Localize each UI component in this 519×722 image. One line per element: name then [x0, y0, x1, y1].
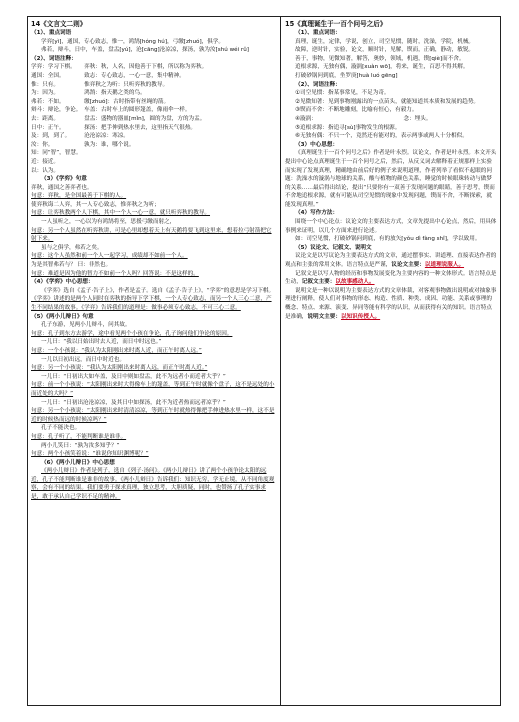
source-sentence: 孔子东游，见两小儿辩斗，问其故。: [41, 322, 131, 329]
genre-paragraph: [285, 252, 497, 269]
source-sentence: 一儿曰：“我以日始出时去人近，而日中时远也。”: [41, 339, 162, 346]
gloss-line: ②见微知著：见到事物刚露出的一点苗头，就能知道其本质和发展的趋势。: [295, 98, 480, 105]
sentence-meaning: 句意：让弈秋教两个人下棋，其中一个人一心一意，就只听弈秋的教导。: [31, 210, 211, 217]
gloss-line: 辩斗：辩论，争论。 车盖：古时车上的圆形篷盖，像雨伞一样。: [31, 107, 191, 114]
source-sentence: 一人虽听之，一心以为有鸿鹄将至，思援弓缴而射之，: [41, 219, 176, 226]
lesson-14-title: 14《文言文二则》: [31, 20, 87, 28]
gloss-line: 惟：只有。 惟弈秋之为听：只听弈秋的教导。: [31, 81, 169, 88]
section-heading: （2）、词语注释：: [31, 55, 77, 62]
sentence-meaning: 句意：孔子到东方去游学，途中看见两个小孩在争论，孔子询问他们争论的原因。: [31, 330, 233, 337]
lesson-15-title: 15《真理诞生于一百个问号之后》: [285, 20, 387, 28]
vocab-line: 故障，逆时针，实验，论文，顺时针，见解，锲而，正确，静动，敏锐。: [295, 47, 475, 54]
summary-paragraph: 《真理诞生于一百个问号之后》作者是叶永烈。议论文，作者是叶永烈。本文开头提出中心论点真理诞生于一百个问号之后，然后，从反义词去解释着正规那样上实验而实现了发现真理，精确地由前后好的例子来说明道理，作者列举了看似不起眼的问题：洗澡水的漩涡与地球的关系，酸与植物的颜色关系，睡觉的时候眼珠转动与做梦的关系……最后得出结论，提出“只要你有一双善于发现问题的眼睛，善于思考，锲而不舍地追根求源，就有可能从司空见惯的现象中发现问题，锲而不舍，不断探索，就能发现真理。”: [285, 150, 497, 208]
genre-paragraph: [285, 270, 497, 287]
gloss-line: 去：距离。 盘盂：盛物的器皿[mǐn]，圆的为盘，方的为盂。: [31, 115, 206, 122]
gloss-line: ④漩涡： 念：埋头。: [295, 115, 432, 122]
vocab-line: 打破砂锅问到底，坐罗庚[huà luó gēng]: [295, 72, 398, 79]
gloss-line: 通国：全国。 致志：专心致志，一心一意，集中精神。: [31, 72, 185, 79]
genre-highlight: 以故事感动人。: [335, 279, 375, 286]
summary-paragraph: 《两小儿辩日》作者是列子，选自《列子·汤问》。《两小儿辩日》讲了两个小孩争论太阳的远近，孔子不能判断谁是谁非的故事。《两小儿辩日》告诉我们：知识无穷，学无止境，从不同角度观察，会有不同的结果。我们要勇于探求真理，独立思考，大胆质疑，同时，也赞扬了孔子实事求是，敢于承认自己学识不足的精神。: [31, 468, 275, 501]
gloss-line: 学弈：学习下棋。 弈秋：秋，人名，因他善于下棋，所以称为弈秋。: [31, 64, 208, 71]
source-sentence: 一儿曰：“日初出大如车盖，及日中则如盘盂，此不为远者小而近者大乎？”: [41, 373, 226, 380]
summary-paragraph: 《学弈》讲述的是两个人同时在弈秋的指导下学下棋，一个人专心致志，而另一个人三心二意，产生不同结果的故事。《学弈》告诉我们的道理是：做事必须专心致志，不可三心二意。: [31, 296, 272, 311]
gloss-line: 知：同“智”，智慧。: [31, 150, 82, 157]
sentence-meaning: 句意：难道是因为他的智力不如前一个人吗？回答说：不是这样的。: [31, 270, 199, 277]
sentence-meaning: 句意：另一个小孩说：“太阳刚出来时清清凉凉，等到正午时就热得像把手伸进热水里一样，这不是近的时候热而远的时候凉吗？”: [31, 408, 275, 423]
vocab-line: 真理，诞生，定律，学说，创立，司空见惯，随时，洗澡，学院，机械。: [295, 38, 475, 45]
genre-highlight: 以知识传授人。: [340, 313, 381, 320]
genre-label: 记叙文主要：: [301, 279, 336, 286]
genre-highlight: 以道理说服人。: [424, 262, 465, 269]
source-sentence: 两小儿笑曰：“孰为汝多知乎？”: [41, 442, 120, 449]
vocab-line: 追根求源，无独有偶，漩涡[xuàn wō]，将来，诞生，百思不得其解。: [295, 64, 469, 71]
genre-label: 议论文主要：: [391, 262, 425, 269]
section-heading: （4）写作方法：: [295, 210, 339, 217]
sentence-meaning: 句意：另一个人虽然在听弈秋讲，可是心里却想着天上有天鹅将要飞到这里来，想着拉弓射箭把它射下来。: [31, 227, 272, 243]
sentence-meaning: 句意：弈秋，是全国最善于下棋的人。: [31, 193, 127, 200]
source-sentence: 弈秋，通国之善弈者也。: [31, 184, 93, 191]
gloss-line: 汝：你。 孰为：谁，哪个说。: [31, 141, 135, 148]
section-heading: （3）《学弈》句意: [41, 176, 87, 183]
source-sentence: 虽与之俱学，弗若之矣。: [41, 244, 103, 251]
gloss-line: ③锲而不舍：不断地雕刻，比喻有恒心，有毅力。: [295, 107, 418, 114]
vocab-line: 学弈[yì]，通国，专心致志，惟一，鸿鹄[hóng hú]，弓缴[zhuó]，俱学。: [41, 38, 224, 45]
vocab-line: 善于，事物，见微知著，解答，奥妙，领域，机遇，锲[qiè]而不舍。: [295, 55, 465, 62]
genre-paragraph: [285, 287, 497, 321]
gloss-line: 为：因为。 鸿鹄：指天鹅之类的鸟。: [31, 90, 146, 97]
section-heading: （5）《两小儿辩日》句意: [31, 313, 94, 320]
section-heading: （1）、重点词语: [31, 30, 72, 36]
gloss-line: ①司空见惯：指某事常见，不足为奇。: [295, 90, 390, 97]
source-sentence: 使弈秋诲二人弈，其一人专心致志，惟弈秋之为听；: [31, 201, 160, 208]
sentence-meaning: 句意：另一个小孩说：“我认为太阳刚出来时离人远，而正午时离人近。”: [31, 365, 208, 372]
gloss-line: 近：接近。: [31, 158, 59, 165]
genre-text: 议论文是以写议论为主要表达方式的文章，通过摆事实、讲道理、直接表达作者的观点和主张的常用文体。语言特点是严谨，: [285, 253, 497, 269]
sentence-meaning: 句意：一个小孩说：“我认为太阳刚出来时离人近，而正午时离人远。”: [31, 347, 202, 354]
sentence-meaning: 句意：两个小孩笑着说：“谁说你知识渊博呢？”: [31, 451, 149, 458]
section-heading: （3）中心思想：: [295, 141, 339, 148]
right-column: [285, 19, 497, 703]
source-sentence: 一儿以日初出远，而日中时近也。: [41, 356, 125, 363]
genre-text: 说明文是一种以说明为主要表达方式的文章体裁，对客观事物做出说明或对抽象事理进行阐释，使人们对事物的形态、构造、性质、种类、成因、功能、关系或事理的概念、特点、来源、演变、异同等能有科学的认识，从而获得有关的知识。语言特点是准确，: [285, 287, 497, 320]
gloss-line: 及：到，到了。 沧沧凉凉：寒凉。: [31, 133, 129, 140]
gloss-line: 弗若：不如。 缴[zhuó]：古时指带有丝绳的箭。: [31, 98, 170, 105]
section-heading: （6）《两小儿辩日》中心思想: [41, 459, 115, 466]
source-sentence: 一儿曰：“日初出沧沧凉凉，及其日中如探汤，此不为近者热而远者凉乎？”: [41, 399, 226, 406]
sentence-meaning: 句意：这个人虽然和前一个人一起学习，成绩却不如前一个人。: [31, 253, 188, 260]
source-sentence: 为是其智弗若与？ 曰：非然也。: [31, 262, 112, 269]
source-sentence: 孔子不能决也。: [41, 425, 81, 432]
sentence-meaning: 句意：孔子听了，不能判断谁是谁非。: [31, 433, 127, 440]
gloss-line: ⑤追根求源：指追寻[sù]事物发生的根源。: [295, 124, 401, 131]
column-divider: [280, 16, 281, 706]
left-column: [31, 19, 277, 703]
gloss-line: 日中：正午。 探汤：把手伸到热水里去，这里指天气很热。: [31, 124, 197, 131]
genre-label: 说明文主要：: [307, 313, 341, 320]
section-heading: （2）、词语注释：: [295, 81, 341, 88]
gloss-line: 以：认为。: [31, 167, 59, 174]
gloss-line: ⑥无独有偶：不只一个，竟然还有能对的，表示两事或两人十分相似。: [295, 133, 468, 140]
sentence-meaning: 句意：前一个小孩说：“太阳刚出来时大得像车上的篷盖，等到正午时就像个盘子，这不是远处的小而近处的大吗？”: [31, 382, 275, 397]
vocab-line: 弗若，辩斗，日中，车盖，盘盂[yú]，沧[cāng]沧凉凉，探汤，孰为汝[shú wéi rǔ]: [41, 47, 249, 54]
summary-paragraph: 《学弈》选自《孟子·告子上》，作者是孟子。选自《孟子·告子上》，“学弈”的意思是学习下棋。: [41, 287, 275, 294]
method-paragraph: 围绕一个中心论点：议论文的主要表达方式，文章先提出中心论点，然后，用具体事例来证明，以几个方面来进行论述。: [285, 219, 497, 234]
section-heading: （1）、重点词语：: [295, 30, 341, 36]
method-paragraph: 如：司空见惯，打破砂锅问到底，有的放矢[yǒu dì fàng shǐ]，学以致用。: [295, 236, 481, 243]
section-heading: （5）议论文、记叙文、说明文: [295, 244, 372, 251]
genre-text: 记叙文是以写人物的经历和事物发展变化为主要内容的一种文体形式。语言特点是生动，: [285, 270, 497, 286]
section-heading: （4）《学弈》中心思想：: [31, 279, 94, 286]
